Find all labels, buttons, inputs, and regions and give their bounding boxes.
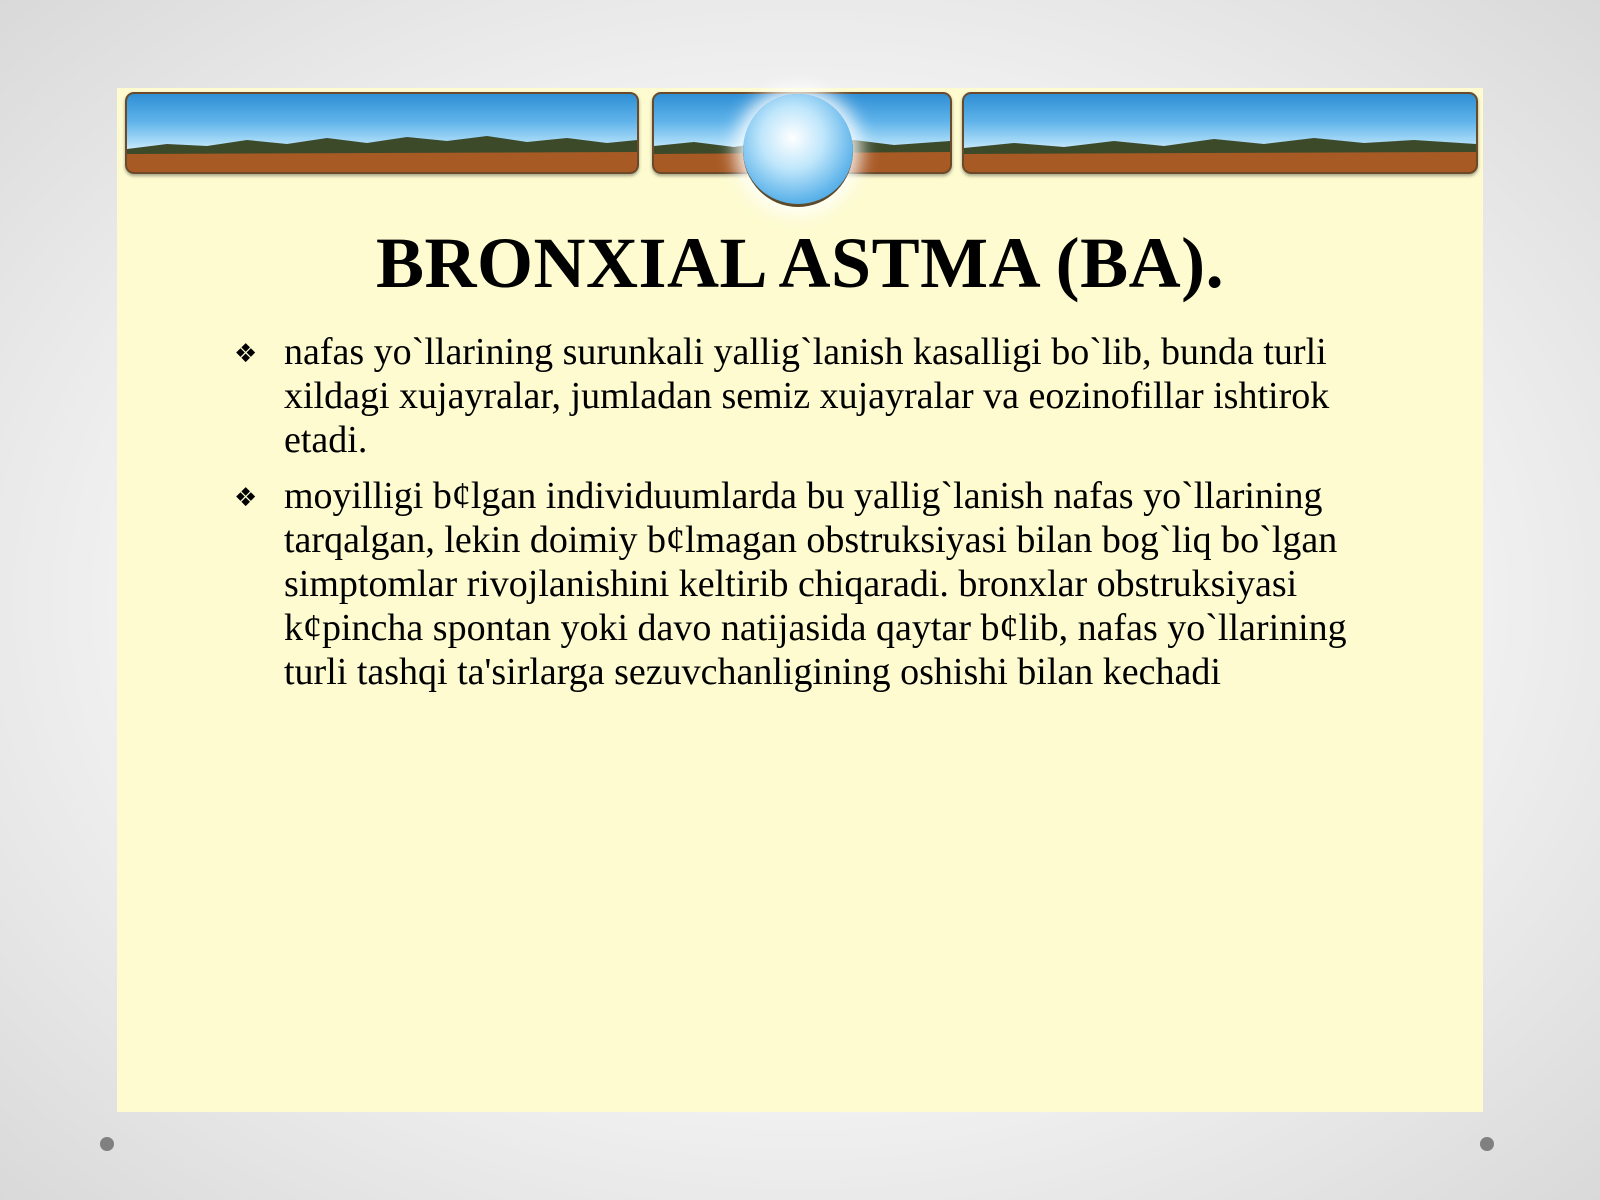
slide-title: BRONXIAL ASTMA (BA). xyxy=(375,223,1225,303)
list-item xyxy=(230,330,1360,462)
globe-icon xyxy=(743,94,853,207)
nav-dot-right xyxy=(1480,1137,1494,1151)
bullet-text: moyilligi b¢lgan individuumlarda bu yallig`lanish nafas yo`llarining tarqalgan, lekin doimiy b¢lmagan obstruksiyasi bilan bog`liq bo`lgan simptomlar rivojlanishini keltirib chiqaradi. bronxlar obstruksiyasi k¢pincha spontan yoki davo natijasida qaytar b¢lib, nafas yo`llarining turli tashqi ta'sirlarga sezuvchanligining oshishi bilan kechadi xyxy=(284,475,1347,693)
hills-icon xyxy=(964,94,1476,172)
landscape-panel-right xyxy=(962,92,1478,174)
diamond-bullet-icon: ❖ xyxy=(234,339,258,369)
bullet-list xyxy=(230,330,1360,706)
landscape-panel-left xyxy=(125,92,639,174)
bullet-text: nafas yo`llarining surunkali yallig`lanish kasalligi bo`lib, bunda turli xildagi xujayralar, jumladan semiz xujayralar va eozinofillar ishtirok etadi. xyxy=(284,331,1330,461)
diamond-bullet-icon: ❖ xyxy=(234,483,258,513)
hills-icon xyxy=(127,94,637,172)
nav-dot-left xyxy=(100,1137,114,1151)
list-item xyxy=(230,474,1360,694)
